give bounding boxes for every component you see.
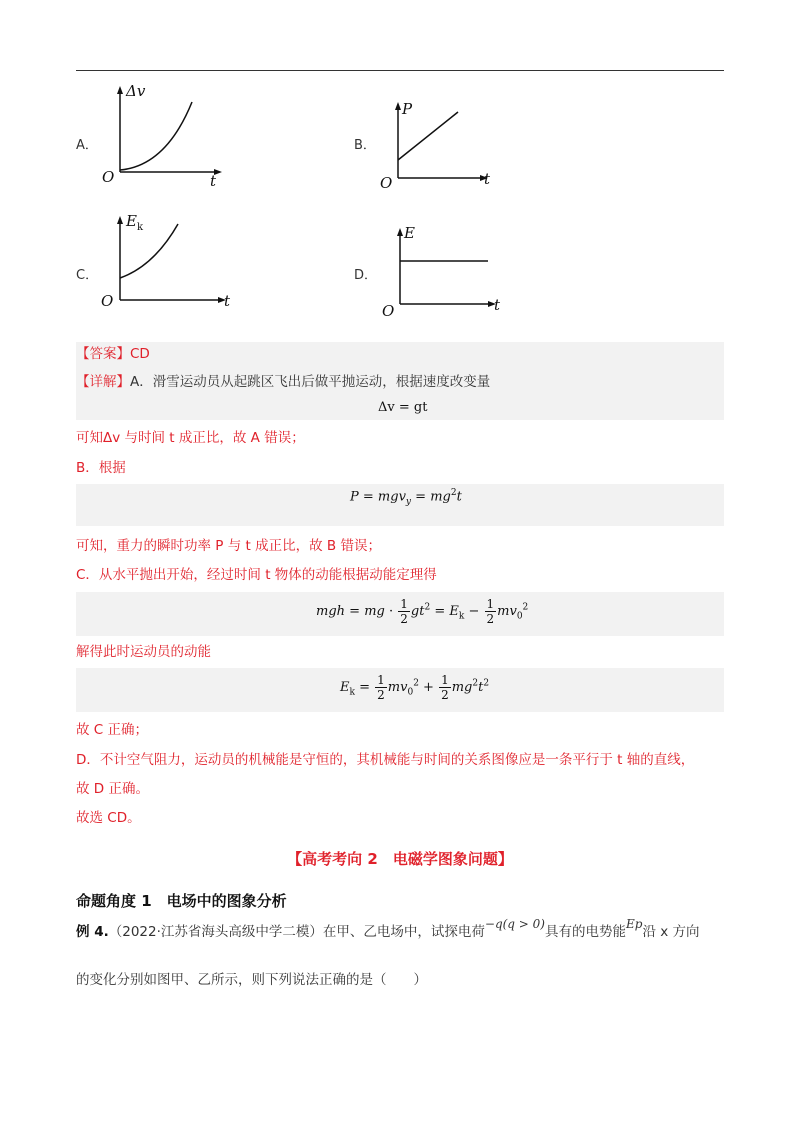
graph-c bbox=[98, 206, 238, 320]
graph-d bbox=[378, 222, 513, 326]
graph-c-y-sub: k bbox=[137, 222, 144, 233]
graph-b-origin: O bbox=[380, 174, 393, 192]
question-source: （2022·江苏省海头高级中学二模）在甲、乙电场中，试探电荷 bbox=[108, 924, 485, 940]
option-a-label: A． bbox=[76, 138, 98, 153]
graph-b-x-label: t bbox=[484, 170, 491, 188]
detail-intro bbox=[76, 373, 490, 391]
conclusion-d: 故 D 正确。 bbox=[76, 781, 149, 797]
line-d: D．不计空气阻力，运动员的机械能是守恒的，其机械能与时间的关系图像应是一条平行于 t 轴的直线， bbox=[76, 752, 695, 768]
section-title: 【高考考向 2 电磁学图象问题】 bbox=[287, 850, 513, 868]
line-c-intro: C．从水平抛出开始，经过时间 t 物体的动能根据动能定理得 bbox=[76, 567, 437, 583]
subheading: 命题角度 1 电场中的图象分析 bbox=[76, 892, 287, 910]
question-line-1 bbox=[76, 917, 700, 940]
final-answer: 故选 CD。 bbox=[76, 810, 141, 826]
conclusion-b: 可知，重力的瞬时功率 P 与 t 成正比，故 B 错误； bbox=[76, 538, 381, 554]
option-b-label: B． bbox=[354, 138, 376, 153]
graph-d-origin: O bbox=[382, 302, 395, 320]
graph-c-origin: O bbox=[101, 292, 114, 310]
equation-dv: Δv = gt bbox=[378, 400, 428, 415]
graph-a bbox=[96, 80, 236, 194]
graph-a-y-label: Δv bbox=[126, 82, 146, 100]
top-rule bbox=[76, 70, 724, 71]
detail-label: 【详解】 bbox=[76, 374, 130, 390]
answer-value: CD bbox=[130, 346, 150, 362]
equation-energy: mgh = mg · $\frac{1}{2}$ $gt^2 = E_k$ − $\frac{1}{2}$ $mv_0^2$ bbox=[316, 597, 529, 626]
question-line-2: 的变化分别如图甲、乙所示，则下列说法正确的是（ ） bbox=[76, 972, 427, 988]
graph-b-y-label: P bbox=[402, 100, 413, 118]
answer-line bbox=[76, 345, 150, 363]
answer-label: 【答案】 bbox=[76, 346, 130, 362]
graph-a-origin: O bbox=[102, 168, 115, 186]
detail-intro-text: A．滑雪运动员从起跳区飞出后做平抛运动，根据速度改变量 bbox=[130, 374, 491, 390]
option-c-label: C． bbox=[76, 268, 99, 283]
line-b-intro: B．根据 bbox=[76, 460, 126, 476]
question-number: 例 4. bbox=[76, 924, 109, 940]
graph-d-x-label: t bbox=[494, 296, 501, 314]
line-c-solve: 解得此时运动员的动能 bbox=[76, 644, 211, 660]
conclusion-c: 故 C 正确； bbox=[76, 722, 149, 738]
conclusion-a: 可知Δv 与时间 t 成正比，故 A 错误； bbox=[76, 430, 305, 446]
question-tail: 沿 x 方向 bbox=[642, 924, 700, 940]
graph-c-x-label: t bbox=[224, 292, 231, 310]
question-charge: −q(q > 0) bbox=[484, 917, 545, 931]
option-d-label: D． bbox=[354, 268, 378, 283]
graph-d-y-label: E bbox=[404, 224, 415, 242]
question-ep: Ep bbox=[626, 917, 643, 931]
question-mid: 具有的电势能 bbox=[545, 924, 626, 940]
graph-a-x-label: t bbox=[210, 172, 217, 190]
graph-b bbox=[376, 96, 506, 200]
graph-c-y-label: E bbox=[126, 212, 137, 230]
equation-ek: $E_k$ = $\frac{1}{2}$ $mv_0^2$ + $\frac{1}{2}$ $mg^2t^2$ bbox=[340, 673, 490, 702]
equation-p: $P = mgv_y = mg^2t$ bbox=[350, 488, 462, 507]
